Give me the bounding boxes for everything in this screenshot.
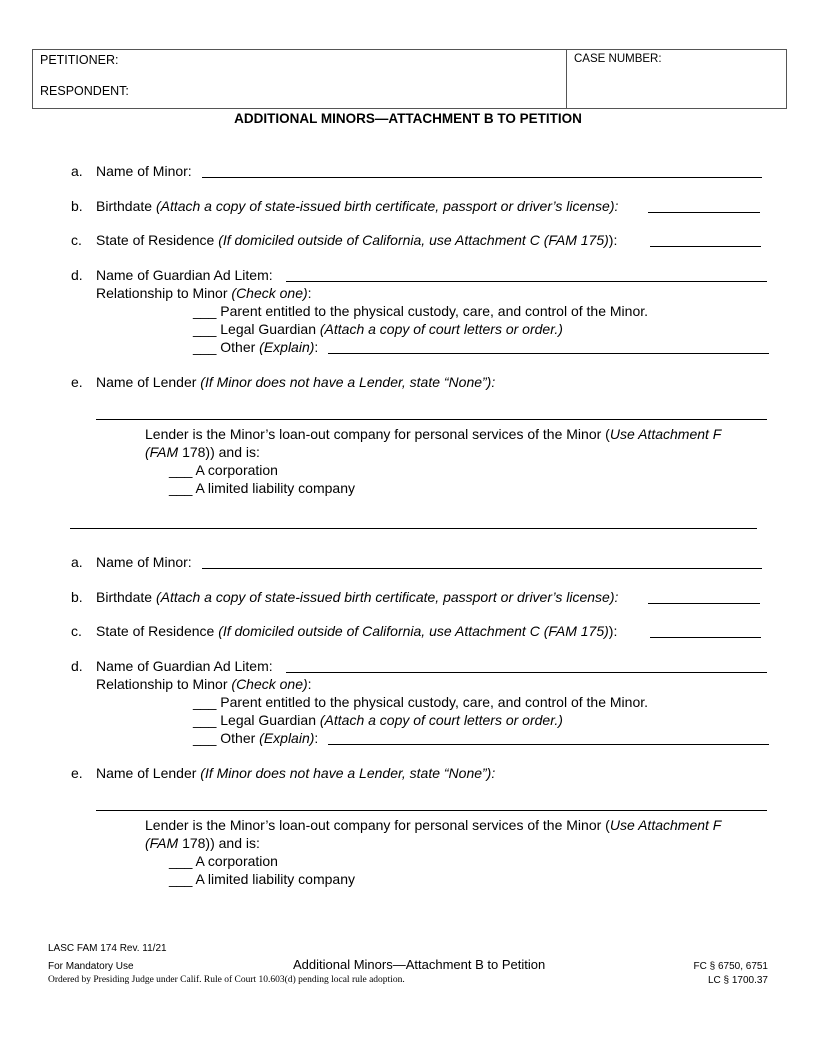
birthdate-label: Birthdate (Attach a copy of state-issued birth certificate, passport or driver’s license): (96, 589, 619, 605)
guardian-ad-litem-field[interactable] (286, 281, 767, 282)
page-title: ADDITIONAL MINORS—ATTACHMENT B TO PETITION (234, 111, 582, 126)
residence-instruction: (If domiciled outside of California, use Attachment C (FAM 175) (218, 623, 609, 639)
guardian-ad-litem-field[interactable] (286, 672, 767, 673)
lender-statement-1: Lender is the Minor’s loan-out company for personal services of the Minor (Use Attachment F (145, 817, 722, 833)
section-separator (70, 528, 757, 529)
option-other: ___ Other (Explain): (193, 339, 319, 355)
state-of-residence-field[interactable] (650, 637, 761, 638)
footer-title: Additional Minors—Attachment B to Petition (293, 957, 546, 972)
petitioner-label: PETITIONER: (40, 53, 119, 67)
birthdate-field[interactable] (648, 212, 760, 213)
birthdate-instruction: (Attach a copy of state-issued birth certificate, passport or driver’s license): (155, 198, 619, 214)
name-of-minor-label: Name of Minor: (96, 554, 192, 570)
option-other: ___ Other (Explain): (193, 730, 319, 746)
item-b-letter: b. (71, 198, 83, 214)
ordered-by: Ordered by Presiding Judge under Calif. Rule of Court 10.603(d) pending local rule adoption. (48, 975, 405, 985)
option-corporation[interactable]: ___ A corporation (169, 853, 278, 869)
relationship-label: Relationship to Minor (Check one): (96, 285, 312, 301)
lender-statement-2: (FAM 178)) and is: (145, 835, 260, 851)
mandatory-use: For Mandatory Use (48, 961, 134, 972)
case-number-label: CASE NUMBER: (574, 53, 662, 65)
respondent-label: RESPONDENT: (40, 84, 129, 98)
code-lc: LC § 1700.37 (707, 975, 768, 986)
item-c-letter: c. (71, 623, 82, 639)
other-explain-field[interactable] (328, 353, 769, 354)
option-parent[interactable]: ___ Parent entitled to the physical custody, care, and control of the Minor. (193, 303, 649, 319)
lender-name-field[interactable] (96, 419, 767, 420)
name-of-minor-field[interactable] (202, 568, 762, 569)
state-of-residence-label: State of Residence (If domiciled outside of California, use Attachment C (FAM 175)): (96, 623, 618, 639)
option-legal-guardian: ___ Legal Guardian (Attach a copy of court letters or order.) (193, 712, 563, 728)
code-fc: FC § 6750, 6751 (693, 961, 768, 972)
birthdate-instruction: (Attach a copy of state-issued birth certificate, passport or driver’s license): (155, 589, 619, 605)
other-explain-field[interactable] (328, 744, 769, 745)
option-llc[interactable]: ___ A limited liability company (169, 480, 355, 496)
state-of-residence-label: State of Residence (If domiciled outside of California, use Attachment C (FAM 175)): (96, 232, 618, 248)
caption-divider (566, 49, 567, 109)
guardian-ad-litem-label: Name of Guardian Ad Litem: (96, 658, 273, 674)
item-d-letter: d. (71, 267, 83, 283)
lender-name-field[interactable] (96, 810, 767, 811)
option-llc[interactable]: ___ A limited liability company (169, 871, 355, 887)
lender-statement-2: (FAM 178)) and is: (145, 444, 260, 460)
lender-label: Name of Lender (If Minor does not have a Lender, state “None”): (96, 374, 496, 390)
option-legal-guardian: ___ Legal Guardian (Attach a copy of court letters or order.) (193, 321, 563, 337)
lender-label: Name of Lender (If Minor does not have a Lender, state “None”): (96, 765, 496, 781)
item-c-letter: c. (71, 232, 82, 248)
item-d-letter: d. (71, 658, 83, 674)
item-e-letter: e. (71, 765, 83, 781)
item-e-letter: e. (71, 374, 83, 390)
state-of-residence-field[interactable] (650, 246, 761, 247)
guardian-ad-litem-label: Name of Guardian Ad Litem: (96, 267, 273, 283)
residence-instruction: (If domiciled outside of California, use Attachment C (FAM 175) (218, 232, 609, 248)
lender-statement-1: Lender is the Minor’s loan-out company for personal services of the Minor (Use Attachment F (145, 426, 722, 442)
birthdate-label: Birthdate (Attach a copy of state-issued birth certificate, passport or driver’s license): (96, 198, 619, 214)
caption-box (32, 49, 787, 109)
option-parent[interactable]: ___ Parent entitled to the physical custody, care, and control of the Minor. (193, 694, 649, 710)
option-corporation[interactable]: ___ A corporation (169, 462, 278, 478)
form-id: LASC FAM 174 Rev. 11/21 (48, 943, 167, 954)
item-a-letter: a. (71, 163, 83, 179)
relationship-label: Relationship to Minor (Check one): (96, 676, 312, 692)
item-b-letter: b. (71, 589, 83, 605)
name-of-minor-label: Name of Minor: (96, 163, 192, 179)
birthdate-field[interactable] (648, 603, 760, 604)
item-a-letter: a. (71, 554, 83, 570)
name-of-minor-field[interactable] (202, 177, 762, 178)
